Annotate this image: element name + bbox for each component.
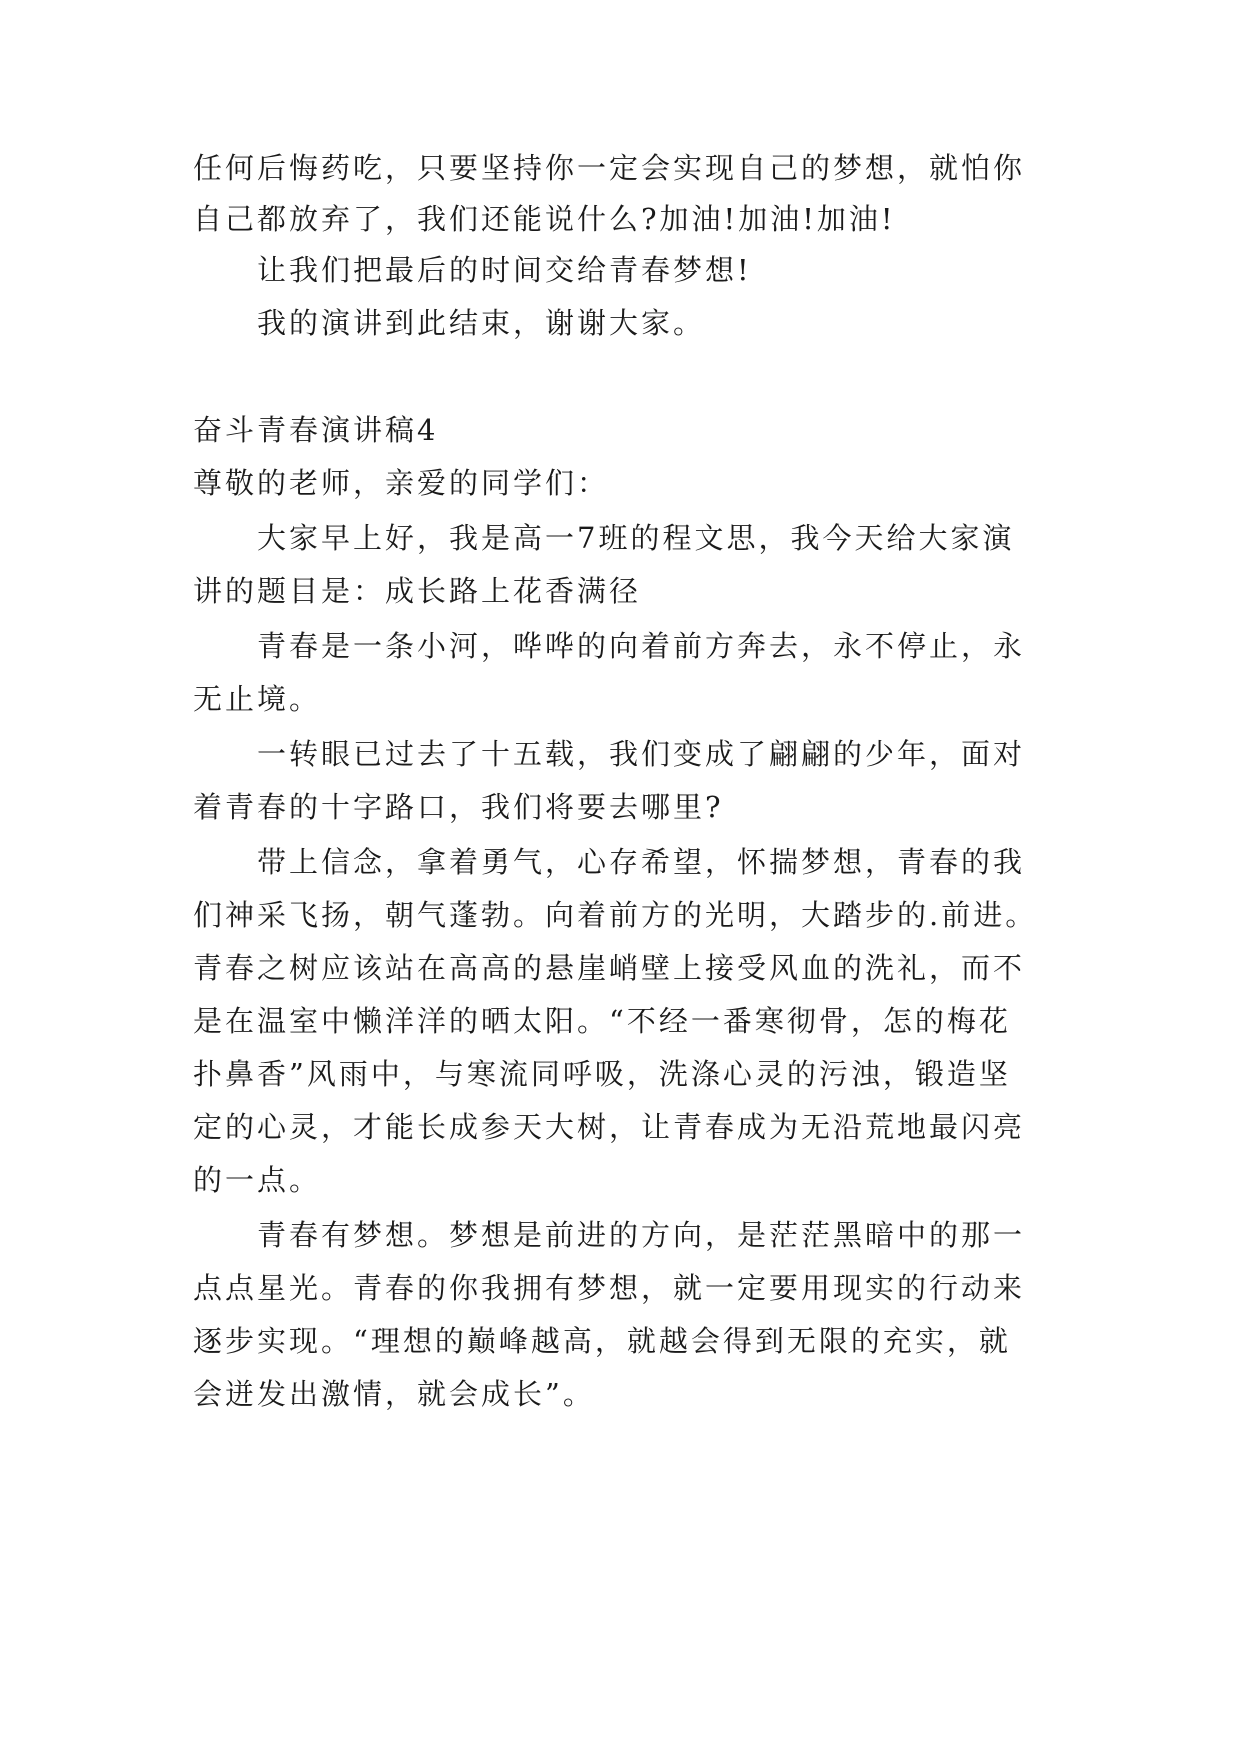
salutation: 尊敬的老师，亲爱的同学们：	[193, 466, 610, 500]
paragraph-line: 无止境。	[193, 682, 322, 716]
paragraph-line: 我的演讲到此结束，谢谢大家。	[257, 306, 706, 340]
paragraph-line: 青春之树应该站在高高的悬崖峭壁上接受风血的洗礼，而不	[193, 951, 1026, 985]
paragraph-line: 讲的题目是：成长路上花香满径	[193, 574, 642, 608]
paragraph-line: 点点星光。青春的你我拥有梦想，就一定要用现实的行动来	[193, 1271, 1026, 1305]
paragraph-line: 任何后悔药吃，只要坚持你一定会实现自己的梦想，就怕你	[193, 151, 1026, 185]
paragraph-line: 青春有梦想。梦想是前进的方向，是茫茫黑暗中的那一	[257, 1218, 1026, 1252]
paragraph-line: 是在温室中懒洋洋的晒太阳。“不经一番寒彻骨，怎的梅花	[193, 1004, 1011, 1038]
paragraph-line: 青春是一条小河，哗哗的向着前方奔去，永不停止，永	[257, 629, 1026, 663]
paragraph-line: 自己都放弃了，我们还能说什么?加油!加油!加油!	[193, 202, 896, 236]
paragraph-line: 们神采飞扬，朝气蓬勃。向着前方的光明，大踏步的.前进。	[193, 898, 1038, 932]
paragraph-line: 逐步实现。“理想的巅峰越高，就越会得到无限的充实，就	[193, 1324, 1011, 1358]
paragraph-line: 会迸发出激情，就会成长”。	[193, 1377, 595, 1411]
paragraph-line: 的一点。	[193, 1163, 322, 1197]
paragraph-line: 带上信念，拿着勇气，心存希望，怀揣梦想，青春的我	[257, 845, 1026, 879]
paragraph-line: 扑鼻香”风雨中，与寒流同呼吸，洗涤心灵的污浊，锻造坚	[193, 1057, 1011, 1091]
paragraph-line: 着青春的十字路口，我们将要去哪里?	[193, 790, 724, 824]
paragraph-line: 大家早上好，我是高一7班的程文思，我今天给大家演	[257, 521, 1015, 555]
paragraph-line: 定的心灵，才能长成参天大树，让青春成为无沿荒地最闪亮	[193, 1110, 1026, 1144]
section-title: 奋斗青春演讲稿4	[193, 413, 439, 447]
paragraph-line: 一转眼已过去了十五载，我们变成了翩翩的少年，面对	[257, 737, 1026, 771]
paragraph-line: 让我们把最后的时间交给青春梦想!	[257, 253, 752, 287]
